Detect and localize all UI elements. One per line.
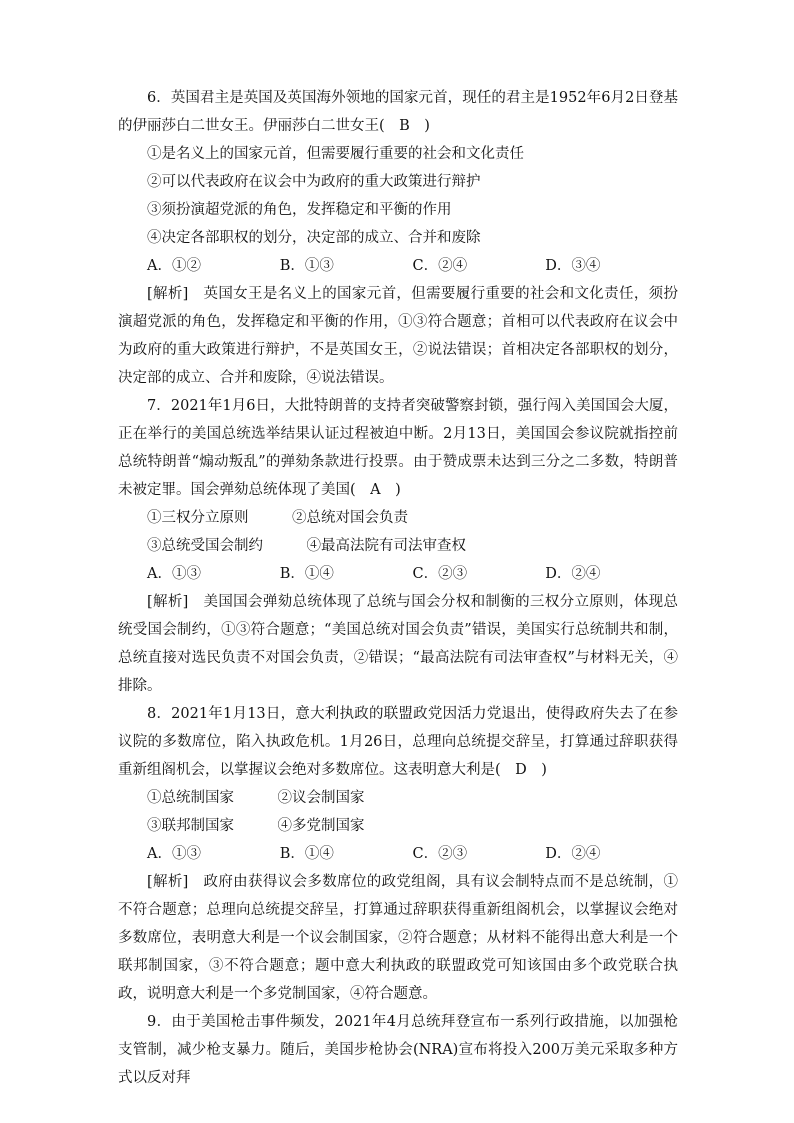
question-6-stem: 6．英国君主是英国及英国海外领地的国家元首，现任的君主是1952年6月2日登基的伊丽莎白二世女王。伊丽莎白二世女王( B ) [118,90,678,134]
document-page [118,84,678,1092]
choice-b: B．①④ [279,566,334,582]
question-6-analysis: [解析] 英国女王是名义上的国家元首，但需要履行重要的社会和文化责任，须扮演超党派的角色，发挥稳定和平衡的作用，①③符合题意；首相可以代表政府在议会中为政府的重大政策进行辩护，不是英国女王，②说法错误；首相决定各部职权的划分，决定部的成立、合并和废除，④说法错误。 [118,286,678,386]
choice-c: C．②③ [412,566,468,582]
question-6-option-1: ①是名义上的国家元首，但需要履行重要的社会和文化责任 [147,146,524,162]
choice-b: B．①③ [279,258,334,274]
question-8-analysis: [解析] 政府由获得议会多数席位的政党组阁，具有议会制特点而不是总统制，①不符合题意；总理向总统提交辞呈，打算通过辞职获得重新组阁机会，以掌握议会绝对多数席位，表明意大利是一个议会制国家，②符合题意；从材料不能得出意大利是一个联邦制国家，③不符合题意；题中意大利执政的联盟政党可知该国由多个政党联合执政，说明意大利是一个多党制国家，④符合题意。 [118,874,678,1002]
question-7-option-row-1: ①三权分立原则 ②总统对国会负责 [147,510,408,526]
choice-d: D．②④ [545,846,601,862]
choice-d: D．③④ [545,258,601,274]
question-8-option-row-2: ③联邦制国家 ④多党制国家 [147,818,365,834]
choice-d: D．②④ [545,566,601,582]
choice-a: A．①② [147,258,201,274]
question-8-option-row-1: ①总统制国家 ②议会制国家 [147,790,365,806]
question-7-stem: 7．2021年1月6日，大批特朗普的支持者突破警察封锁，强行闯入美国国会大厦，正在举行的美国总统选举结果认证过程被迫中断。2月13日，美国国会参议院就指控前总统特朗普“煽动叛乱”的弹劾条款进行投票。由于赞成票未达到三分之二多数，特朗普未被定罪。国会弹劾总统体现了美国( A ) [118,398,678,498]
question-6-choices [118,252,678,280]
question-6-option-2: ②可以代表政府在议会中为政府的重大政策进行辩护 [147,174,481,190]
choice-a: A．①③ [147,566,201,582]
choice-b: B．①④ [279,846,334,862]
question-9-stem: 9．由于美国枪击事件频发，2021年4月总统拜登宣布一系列行政措施，以加强枪支管制，减少枪支暴力。随后，美国步枪协会(NRA)宣布将投入200万美元采取多种方式以反对拜 [118,1014,678,1086]
question-7-choices [118,560,678,588]
question-8-stem: 8．2021年1月13日，意大利执政的联盟政党因活力党退出，使得政府失去了在参议院的多数席位，陷入执政危机。1月26日，总理向总统提交辞呈，打算通过辞职获得重新组阁机会，以掌握议会绝对多数席位。这表明意大利是( D ) [118,706,678,778]
question-7-analysis: [解析] 美国国会弹劾总统体现了总统与国会分权和制衡的三权分立原则，体现总统受国会制约，①③符合题意；“美国总统对国会负责”错误，美国实行总统制共和制，总统直接对选民负责不对国会负责，②错误；“最高法院有司法审查权”与材料无关，④排除。 [118,594,678,694]
choice-c: C．②③ [412,846,468,862]
question-6-option-3: ③须扮演超党派的角色，发挥稳定和平衡的作用 [147,202,452,218]
question-6-option-4: ④决定各部职权的划分，决定部的成立、合并和废除 [147,230,481,246]
choice-a: A．①③ [147,846,201,862]
choice-c: C．②④ [412,258,468,274]
question-8-choices [118,840,678,868]
question-7-option-row-2: ③总统受国会制约 ④最高法院有司法审查权 [147,538,466,554]
